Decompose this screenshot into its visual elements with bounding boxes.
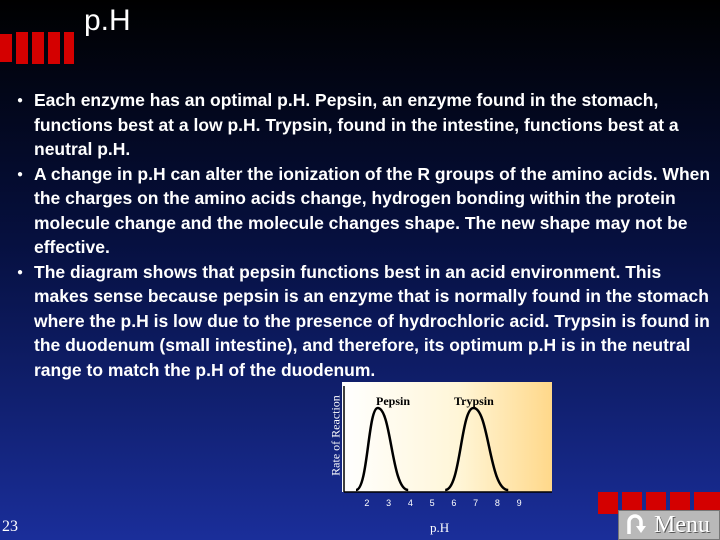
menu-button[interactable] [618, 510, 720, 540]
x-tick-label: 3 [386, 498, 392, 508]
curve-trypsin [445, 408, 508, 490]
menu-button-label: Menu [654, 511, 710, 538]
bullet-item [6, 162, 718, 260]
bullet-text: Each enzyme has an optimal p.H. Pepsin, an enzyme found in the stomach, functions best at a low p.H. Trypsin, found in the intestine, functions best at a neutral p.H. [34, 90, 679, 159]
bullet-item [6, 260, 718, 383]
x-tick-label: 2 [364, 498, 370, 508]
x-tick-label: 4 [407, 498, 413, 508]
x-tick-label: 9 [516, 498, 522, 508]
series-label-trypsin: Trypsin [454, 394, 494, 408]
chart-x-axis-label: p.H [430, 520, 450, 535]
bullet-dot-icon: ● [16, 168, 24, 180]
page-number: 23 [2, 518, 18, 535]
bullet-dot-icon: ● [16, 95, 24, 106]
bullet-item [6, 88, 718, 162]
x-tick-label: 5 [429, 498, 435, 508]
x-tick-label: 7 [473, 498, 479, 508]
bullet-dot-icon: ● [16, 266, 24, 278]
chart-curves [322, 380, 554, 500]
curve-pepsin [356, 408, 408, 490]
red-stripes-decoration [0, 30, 76, 66]
slide-title: p.H [84, 4, 131, 37]
series-label-pepsin: Pepsin [376, 394, 411, 408]
chart-y-axis-label: Rate of Reaction [328, 395, 343, 476]
bullet-text: The diagram shows that pepsin functions best in an acid environment. This makes sense because pepsin is an enzyme that is normally found in the stomach where the p.H is low due to the presence of hydrochloric acid. Trypsin is found in the duodenum (small intestine), and therefore, its optimum p.H is in the neutral range to match the p.H of the duodenum. [34, 261, 710, 380]
x-tick-label: 6 [451, 498, 457, 508]
enzyme-ph-chart [322, 380, 554, 535]
bullet-list [6, 88, 718, 382]
bullet-text: A change in p.H can alter the ionization of the R groups of the amino acids. When the charges on the amino acids change, hydrogen bonding within the protein molecule change and the molecule changes shape. The new shape may not be effective. [34, 163, 711, 257]
u-turn-arrow-icon [622, 512, 648, 538]
x-tick-label: 8 [494, 498, 500, 508]
